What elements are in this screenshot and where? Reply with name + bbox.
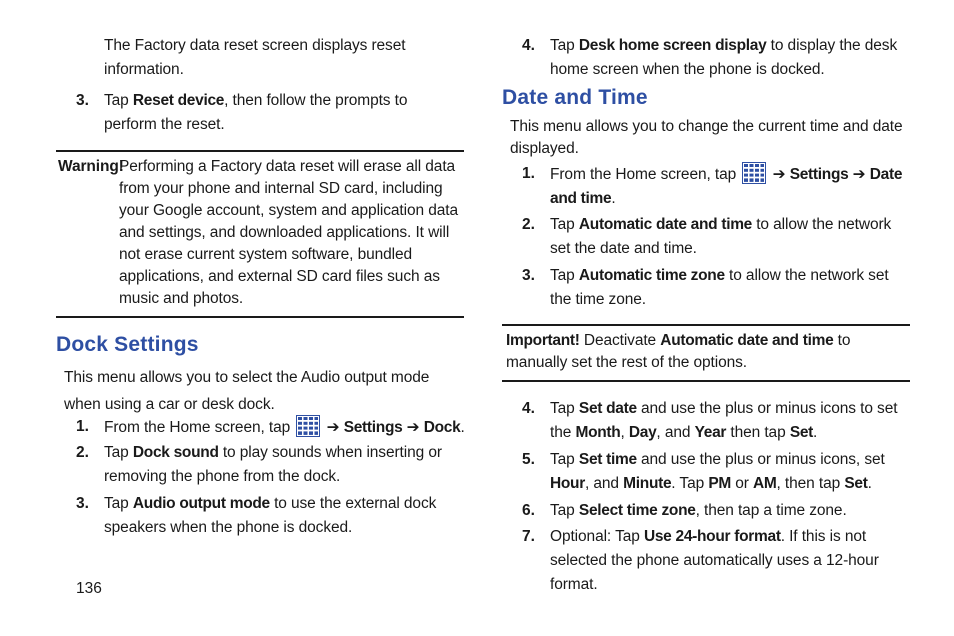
date-intro: This menu allows you to change the current time and date displayed. xyxy=(510,118,903,157)
step-number: 4. xyxy=(522,37,535,54)
date-step-3: Tap Automatic time zone to allow the network set the time zone. xyxy=(550,267,889,308)
important-note: Important! Deactivate Automatic date and time to manually set the rest of the options. xyxy=(506,332,851,371)
dock-settings-heading: Dock Settings xyxy=(56,333,199,356)
step-number: 3. xyxy=(76,495,89,512)
dock-step-1: From the Home screen, tap ➔ Settings ➔ Dock. xyxy=(104,415,464,440)
step-number: 5. xyxy=(522,451,535,468)
factory-reset-info: The Factory data reset screen displays reset information. xyxy=(104,37,406,78)
step-number: 4. xyxy=(522,400,535,417)
step-number: 6. xyxy=(522,502,535,519)
divider xyxy=(56,316,464,318)
divider xyxy=(56,150,464,152)
step-number: 1. xyxy=(522,165,535,182)
dock-step-3: Tap Audio output mode to use the external dock speakers when the phone is docked. xyxy=(104,495,437,536)
set-date-step: Tap Set date and use the plus or minus icons to set the Month, Day, and Year then tap Set. xyxy=(550,400,898,441)
date-step-1: From the Home screen, tap ➔ Settings ➔ Date and time. xyxy=(550,162,910,211)
divider xyxy=(502,324,910,326)
step-number: 2. xyxy=(522,216,535,233)
apps-grid-icon xyxy=(742,162,766,184)
warning-text: Performing a Factory data reset will erase all data from your phone and internal SD card, including your Google account, system and application data and settings, and downloaded applications. It will not erase current system software, bundled applications, and external SD card files such as music and photos. xyxy=(119,158,458,307)
desk-home-step: Tap Desk home screen display to display the desk home screen when the phone is docked. xyxy=(550,37,898,78)
step-number: 2. xyxy=(76,444,89,461)
apps-grid-icon xyxy=(296,415,320,437)
reset-device-step: Tap Reset device, then follow the prompts to perform the reset. xyxy=(104,92,408,133)
date-time-heading: Date and Time xyxy=(502,86,648,109)
dock-intro: This menu allows you to select the Audio output mode when using a car or desk dock. xyxy=(64,369,430,413)
warning-label: Warning! xyxy=(58,158,124,175)
time-zone-step: Tap Select time zone, then tap a time zone. xyxy=(550,502,847,519)
step-number: 3. xyxy=(76,92,89,109)
hour-format-step: Optional: Tap Use 24-hour format. If this is not selected the phone automatically uses a 12-hour format. xyxy=(550,528,879,593)
step-number: 3. xyxy=(522,267,535,284)
set-time-step: Tap Set time and use the plus or minus icons, set Hour, and Minute. Tap PM or AM, then tap Set. xyxy=(550,451,885,492)
step-number: 7. xyxy=(522,528,535,545)
page-number: 136 xyxy=(76,580,102,597)
divider xyxy=(502,380,910,382)
step-number: 1. xyxy=(76,418,89,435)
dock-step-2: Tap Dock sound to play sounds when inserting or removing the phone from the dock. xyxy=(104,444,442,485)
date-step-2: Tap Automatic date and time to allow the network set the date and time. xyxy=(550,216,892,257)
